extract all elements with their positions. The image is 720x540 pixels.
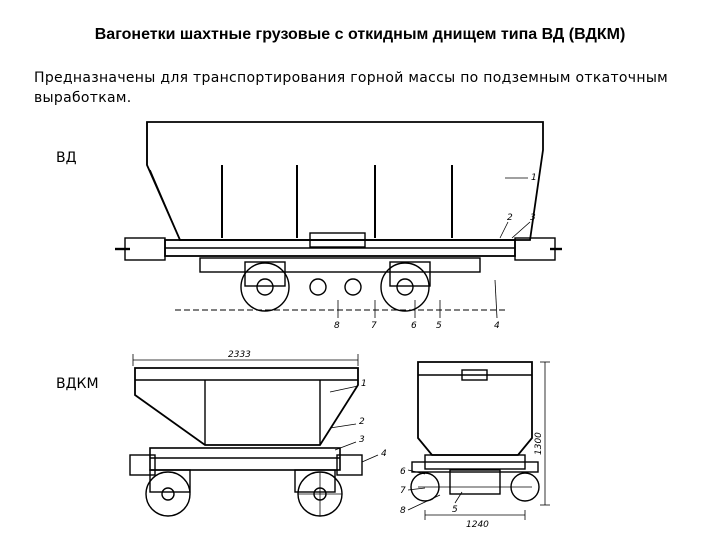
vdkm-end-callout: 7 — [400, 486, 406, 496]
vdkm-callout: 3 — [359, 435, 365, 445]
vdkm-end-callout: 5 — [452, 505, 458, 515]
vdkm-dimension-width: 1240 — [466, 520, 489, 530]
vdkm-dimension-length: 2333 — [228, 350, 251, 360]
vd-callout: 8 — [334, 321, 340, 331]
vd-callout: 4 — [494, 321, 500, 331]
slide-title: Вагонетки шахтные грузовые с откидным днищем типа ВД (ВДКМ) — [94, 26, 626, 43]
drawing-vdkm-end — [408, 362, 550, 520]
drawing-vdkm-side — [130, 354, 378, 516]
vd-callout: 6 — [411, 321, 417, 331]
label-vd: ВД — [56, 150, 77, 166]
drawing-vd — [115, 122, 562, 318]
vdkm-dimension-height: 1300 — [534, 432, 544, 455]
vd-callout: 1 — [531, 173, 537, 183]
vdkm-callout: 4 — [381, 449, 387, 459]
vdkm-end-callout: 6 — [400, 467, 406, 477]
vd-callout: 3 — [530, 213, 536, 223]
label-vdkm: ВДКМ — [56, 376, 99, 392]
slide-description: Предназначены для транспортирования горной массы по подземным откаточным выработкам. — [34, 70, 669, 106]
vd-callout: 5 — [436, 321, 442, 331]
vd-callouts — [334, 173, 537, 331]
vdkm-callout: 2 — [359, 417, 365, 427]
vdkm-side-labels — [228, 350, 387, 459]
vd-callout: 2 — [507, 213, 513, 223]
vdkm-callout: 1 — [361, 379, 367, 389]
vd-callout: 7 — [371, 321, 377, 331]
vdkm-end-callout: 8 — [400, 506, 406, 516]
